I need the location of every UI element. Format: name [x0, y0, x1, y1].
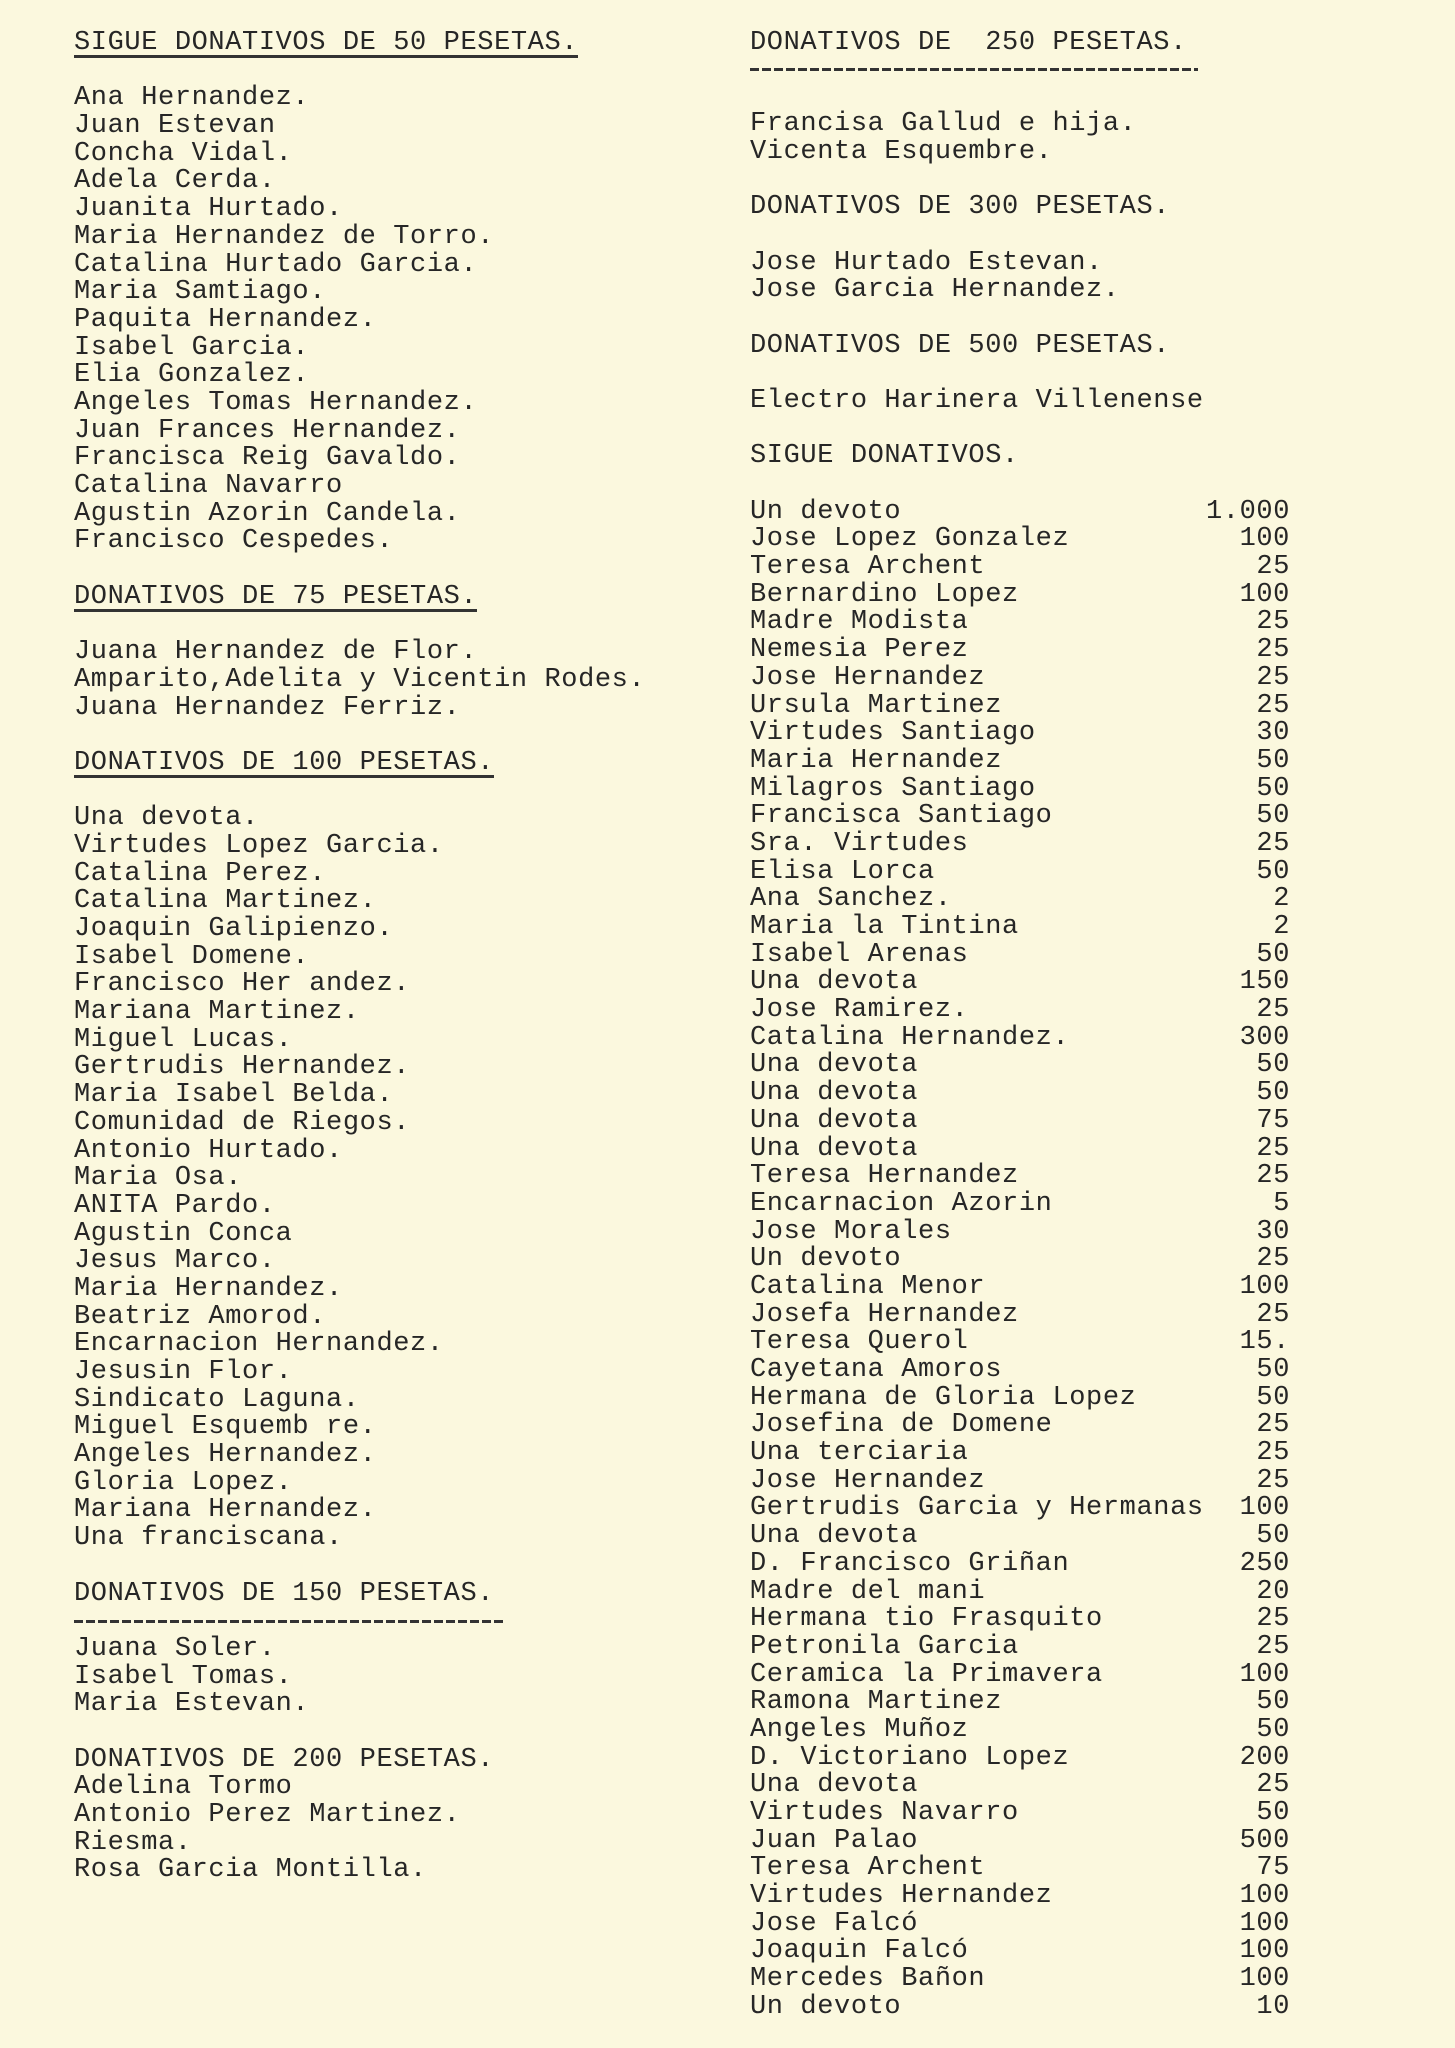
donor-name: Gloria Lopez. [74, 1467, 293, 1498]
donor-name: Cayetana Amoros [750, 1355, 1003, 1385]
donation-row [750, 1052, 1290, 1080]
donation-amount: 50 [1256, 773, 1290, 804]
donor-name: Virtudes Lopez Garcia. [74, 830, 444, 861]
donation-row [750, 969, 1290, 997]
donor-name: Una devota [750, 967, 919, 998]
donor-name: Jesus Marco. [74, 1246, 276, 1277]
dashed-rule [74, 1608, 506, 1636]
donor-name: Maria Hernandez de Torro. [74, 221, 495, 252]
donation-amount: 50 [1256, 1355, 1290, 1385]
donor-name: Jesusin Flor. [74, 1357, 293, 1387]
donation-row [750, 1576, 1290, 1607]
donor-name: Adelina Tormo [74, 1772, 293, 1803]
donation-row [750, 997, 1290, 1025]
donation-row [750, 1883, 1290, 1911]
donor-name: Josefa Hernandez [750, 1299, 1019, 1330]
donor-name: Joaquin Galipienzo. [74, 914, 394, 944]
donation-amount: 25 [1256, 607, 1290, 638]
donation-row [750, 1271, 1290, 1302]
donation-row [750, 856, 1290, 887]
section-heading-150: DONATIVOS DE 150 PESETAS. [74, 1578, 495, 1609]
donation-row [750, 828, 1290, 859]
donor-name: Ana Sanchez. [750, 884, 952, 915]
donation-amount: 100 [1239, 1964, 1290, 1995]
donor-name: Juana Hernandez de Flor. [74, 637, 478, 668]
donor-name: Una terciaria [750, 1438, 969, 1469]
donor-name: D. Francisco Griñan [750, 1548, 1070, 1579]
donor-list-150 [74, 1633, 714, 1720]
donor-name: Juanita Hurtado. [74, 194, 343, 225]
donor-list-250 [750, 111, 1290, 166]
donor-name: Isabel Tomas. [74, 1661, 293, 1692]
donation-amount: 25 [1256, 662, 1290, 693]
section-heading-sigue: SIGUE DONATIVOS. [750, 441, 1019, 472]
donor-name: Adela Cerda. [74, 166, 276, 197]
donation-amount: 50 [1256, 1521, 1290, 1552]
donor-name: Encarnacion Hernandez. [74, 1329, 444, 1360]
donation-row [750, 579, 1290, 610]
donor-name: Una devota. [74, 803, 259, 834]
donor-name: Teresa Archent [750, 1853, 986, 1884]
donor-name: Teresa Hernandez [750, 1161, 1019, 1192]
donor-name: Una devota [750, 1078, 919, 1109]
donation-amount: 50 [1256, 745, 1290, 776]
donation-amount: 15. [1239, 1327, 1290, 1358]
donation-amount: 50 [1256, 1714, 1290, 1745]
donation-row [750, 1440, 1290, 1468]
donor-name: Jose Hurtado Estevan. [750, 247, 1103, 278]
donation-amount: 25 [1256, 552, 1290, 583]
donation-amount: 1.000 [1205, 496, 1290, 527]
donor-name: Jose Ramirez. [750, 995, 969, 1026]
donation-amount: 10 [1256, 1991, 1290, 2022]
section-heading-500: DONATIVOS DE 500 PESETAS. [750, 330, 1171, 361]
donation-amount: 100 [1239, 1271, 1290, 1302]
donor-name: Isabel Domene. [74, 941, 310, 972]
donation-row [750, 1800, 1290, 1828]
donor-name: Maria Osa. [74, 1163, 243, 1194]
donor-name: Rosa Garcia Montilla. [74, 1855, 427, 1886]
donation-row [750, 773, 1290, 804]
donor-name: Madre Modista [750, 607, 969, 638]
section-heading-75 [74, 581, 714, 612]
donor-name: Riesma. [74, 1827, 192, 1858]
donation-row [750, 720, 1290, 748]
donor-name: Catalina Hurtado Garcia. [74, 249, 478, 280]
donation-amount: 25 [1256, 1438, 1290, 1469]
donor-name: Teresa Archent [750, 552, 986, 583]
donor-name: Una devota [750, 1521, 919, 1552]
donor-name: Amparito,Adelita y Vicentin Rodes. [74, 664, 646, 695]
donation-amount: 300 [1239, 1022, 1290, 1053]
donor-list-300 [750, 247, 1290, 306]
donation-amount: 50 [1256, 1078, 1290, 1109]
donor-name: Francisco Her andez. [74, 969, 411, 1000]
donor-name: Encarnacion Azorin [750, 1188, 1053, 1219]
right-column [750, 30, 1290, 2022]
donor-name: Isabel Arenas [750, 939, 969, 970]
donation-row [750, 1523, 1290, 1551]
donor-name: Angeles Hernandez. [74, 1440, 377, 1471]
donor-name: Antonio Hurtado. [74, 1135, 343, 1166]
donation-amount: 25 [1256, 1133, 1290, 1164]
donor-name: Jose Hernandez [750, 662, 986, 693]
donor-name: Miguel Lucas. [74, 1024, 293, 1055]
donor-name: Gertrudis Hernandez. [74, 1052, 411, 1083]
donation-row [750, 1412, 1290, 1440]
donation-amount: 25 [1256, 1604, 1290, 1635]
donor-name: Jose Morales [750, 1216, 952, 1247]
donor-name: D. Victoriano Lopez [750, 1742, 1070, 1773]
donor-name: Beatriz Amorod. [74, 1301, 327, 1332]
left-column [74, 30, 714, 1885]
donor-name: Un devoto [750, 1244, 902, 1275]
donation-amount: 250 [1239, 1548, 1290, 1579]
donation-row [750, 803, 1290, 831]
donation-row [750, 1855, 1290, 1883]
donation-amount: 25 [1256, 1631, 1290, 1662]
donor-name: Madre del mani [750, 1576, 986, 1607]
donation-amount: 150 [1239, 967, 1290, 998]
donation-row [750, 1548, 1290, 1579]
donor-name: Bernardino Lopez [750, 579, 1019, 610]
donor-name: Francisca Santiago [750, 801, 1053, 832]
donor-name: Mariana Martinez. [74, 997, 360, 1028]
donation-row [750, 496, 1290, 527]
donation-amount: 100 [1239, 579, 1290, 610]
donor-name: Antonio Perez Martinez. [74, 1800, 461, 1830]
donor-list-50 [74, 85, 714, 556]
donation-amount: 2 [1273, 884, 1290, 915]
donation-amount: 100 [1239, 524, 1290, 555]
donation-row [750, 690, 1290, 721]
donor-name: Maria Hernandez [750, 745, 1003, 776]
donor-name: Elisa Lorca [750, 856, 935, 887]
donation-amount: 50 [1256, 1382, 1290, 1413]
donor-name: Angeles Tomas Hernandez. [74, 387, 478, 418]
donor-name: Catalina Navarro [74, 471, 343, 501]
donation-row [750, 1825, 1290, 1856]
donation-amount: 100 [1239, 1908, 1290, 1939]
donor-name: Comunidad de Riegos. [74, 1107, 411, 1138]
donor-name: Petronila Garcia [750, 1631, 1019, 1662]
donor-name: Elia Gonzalez. [74, 360, 310, 391]
donor-name: Ana Hernandez. [74, 83, 310, 114]
donation-amount: 2 [1273, 912, 1290, 942]
donation-amount: 25 [1256, 1410, 1290, 1441]
donor-name: Maria Isabel Belda. [74, 1080, 394, 1111]
donor-name: Paquita Hernandez. [74, 304, 377, 335]
donor-name: Teresa Querol [750, 1327, 969, 1358]
donation-row [750, 1465, 1290, 1496]
donor-name: Isabel Garcia. [74, 332, 310, 363]
donation-row [750, 637, 1290, 665]
donation-row [750, 1689, 1290, 1717]
donor-name: Mariana Hernandez. [74, 1495, 377, 1526]
donation-amount: 50 [1256, 801, 1290, 832]
donor-name: Gertrudis Garcia y Hermanas [750, 1493, 1204, 1524]
donation-row [750, 662, 1290, 693]
donor-name: Juan Palao [750, 1825, 919, 1856]
donation-amount: 100 [1239, 1493, 1290, 1524]
donor-name: Agustin Azorin Candela. [74, 498, 461, 529]
donation-row [750, 1357, 1290, 1385]
donor-list-200 [74, 1774, 714, 1885]
donor-amount-list [750, 496, 1290, 2022]
donor-name: Una devota [750, 1770, 919, 1801]
donor-name: Sra. Virtudes [750, 828, 969, 859]
donation-amount: 25 [1256, 1299, 1290, 1330]
donor-name: Virtudes Navarro [750, 1798, 1019, 1828]
donor-name: Una franciscana. [74, 1523, 343, 1554]
donor-name: Maria la Tintina [750, 912, 1019, 942]
donor-name: Maria Samtiago. [74, 277, 327, 308]
donor-name: Milagros Santiago [750, 773, 1036, 804]
donor-name: Hermana tio Frasquito [750, 1604, 1103, 1635]
donor-name: Electro Harinera Villenense [750, 385, 1204, 416]
donor-name: Virtudes Santiago [750, 718, 1036, 749]
donor-name: ANITA Pardo. [74, 1190, 276, 1221]
section-heading-50 [74, 30, 714, 58]
donor-list-100 [74, 805, 714, 1553]
donation-amount: 100 [1239, 1659, 1290, 1690]
donor-name: Catalina Perez. [74, 858, 327, 889]
donation-amount: 25 [1256, 828, 1290, 859]
section-heading-250: DONATIVOS DE 250 PESETAS. [750, 28, 1187, 58]
donor-name: Sindicato Laguna. [74, 1384, 360, 1415]
donation-row [750, 1991, 1290, 2022]
donation-row [750, 1714, 1290, 1745]
donor-name: Joaquin Falcó [750, 1936, 969, 1967]
donation-row [750, 1772, 1290, 1800]
donor-name: Ceramica la Primavera [750, 1659, 1103, 1690]
donation-amount: 5 [1273, 1188, 1290, 1219]
donor-name: Miguel Esquemb re. [74, 1412, 377, 1443]
donation-row [750, 1080, 1290, 1108]
donation-row [750, 1329, 1290, 1357]
donation-row [750, 1299, 1290, 1330]
donation-amount: 50 [1256, 1798, 1290, 1828]
donor-name: Un devoto [750, 1991, 902, 2022]
donation-amount: 25 [1256, 1161, 1290, 1192]
donor-name: Catalina Menor [750, 1271, 986, 1302]
donor-name: Maria Estevan. [74, 1689, 310, 1720]
donation-row [750, 1742, 1290, 1773]
donation-row [750, 554, 1290, 582]
donor-name: Juana Soler. [74, 1633, 276, 1664]
donor-name: Maria Hernandez. [74, 1273, 343, 1304]
donor-name: Francisa Gallud e hija. [750, 109, 1137, 140]
donation-amount: 20 [1256, 1576, 1290, 1607]
donation-amount: 25 [1256, 635, 1290, 666]
section-heading-100 [74, 747, 714, 778]
donation-row [750, 526, 1290, 554]
donor-name: Virtudes Hernandez [750, 1881, 1053, 1912]
donor-name: Jose Hernandez [750, 1465, 986, 1496]
donation-amount: 50 [1256, 856, 1290, 887]
donation-row [750, 1188, 1290, 1219]
donor-name: Juana Hernandez Ferriz. [74, 692, 461, 723]
donor-name: Catalina Martinez. [74, 886, 377, 917]
donation-amount: 75 [1256, 1853, 1290, 1884]
donor-name: Ramona Martinez [750, 1687, 1003, 1718]
donor-name: Juan Estevan [74, 111, 276, 142]
donation-row [750, 1022, 1290, 1053]
heading-text: DONATIVOS DE 100 PESETAS. [74, 747, 495, 778]
donation-row [750, 609, 1290, 637]
donor-name: Mercedes Bañon [750, 1964, 986, 1995]
donor-name: Ursula Martinez [750, 690, 1003, 721]
donor-name: Una devota [750, 1050, 919, 1081]
donor-name: Agustin Conca [74, 1218, 293, 1249]
donation-row [750, 914, 1290, 942]
donation-row [750, 1966, 1290, 1994]
donation-amount: 100 [1239, 1936, 1290, 1967]
donation-row [750, 1163, 1290, 1191]
donation-amount: 200 [1239, 1742, 1290, 1773]
donation-amount: 25 [1256, 1465, 1290, 1496]
donor-list-500 [750, 385, 1290, 416]
donation-amount: 30 [1256, 718, 1290, 749]
donation-row [750, 1216, 1290, 1247]
donor-name: Una devota [750, 1105, 919, 1136]
donation-amount: 25 [1256, 995, 1290, 1026]
donation-amount: 100 [1239, 1881, 1290, 1912]
donor-name: Un devoto [750, 496, 902, 527]
donor-name: Jose Garcia Hernandez. [750, 275, 1120, 306]
heading-text: DONATIVOS DE 75 PESETAS. [74, 581, 478, 612]
donation-amount: 50 [1256, 939, 1290, 970]
donation-amount: 50 [1256, 1687, 1290, 1718]
donor-name: Juan Frances Hernandez. [74, 415, 461, 446]
section-heading-300: DONATIVOS DE 300 PESETAS. [750, 192, 1171, 223]
donation-row [750, 1246, 1290, 1274]
donor-name: Francisca Reig Gavaldo. [74, 443, 461, 474]
donor-name: Jose Falcó [750, 1908, 919, 1939]
donor-name: Hermana de Gloria Lopez [750, 1382, 1137, 1413]
donation-row [750, 886, 1290, 914]
donor-name: Catalina Hernandez. [750, 1022, 1070, 1053]
donation-amount: 30 [1256, 1216, 1290, 1247]
donation-row [750, 1382, 1290, 1413]
donor-name: Una devota [750, 1133, 919, 1164]
donor-name: Josefina de Domene [750, 1410, 1053, 1441]
donation-row [750, 1908, 1290, 1939]
donor-name: Vicenta Esquembre. [750, 136, 1053, 167]
donor-name: Angeles Muñoz [750, 1714, 969, 1745]
donation-row [750, 1495, 1290, 1523]
donor-name: Concha Vidal. [74, 138, 293, 169]
donor-list-75 [74, 639, 714, 722]
donation-amount: 25 [1256, 1244, 1290, 1275]
donation-row [750, 1105, 1290, 1136]
donor-name: Francisco Cespedes. [74, 526, 394, 557]
dashed-rule [750, 56, 1198, 84]
donation-amount: 25 [1256, 690, 1290, 721]
donation-row [750, 939, 1290, 970]
donation-amount: 75 [1256, 1105, 1290, 1136]
donor-name: Nemesia Perez [750, 635, 969, 666]
donation-row [750, 1938, 1290, 1966]
donation-row [750, 1133, 1290, 1164]
donation-row [750, 745, 1290, 776]
donation-amount: 25 [1256, 1770, 1290, 1801]
heading-text: SIGUE DONATIVOS DE 50 PESETAS. [74, 28, 579, 58]
donation-amount: 50 [1256, 1050, 1290, 1081]
donation-amount: 500 [1239, 1825, 1290, 1856]
donation-row [750, 1659, 1290, 1690]
donor-name: Jose Lopez Gonzalez [750, 524, 1070, 555]
section-heading-200: DONATIVOS DE 200 PESETAS. [74, 1744, 495, 1775]
donation-row [750, 1631, 1290, 1662]
donation-row [750, 1606, 1290, 1634]
